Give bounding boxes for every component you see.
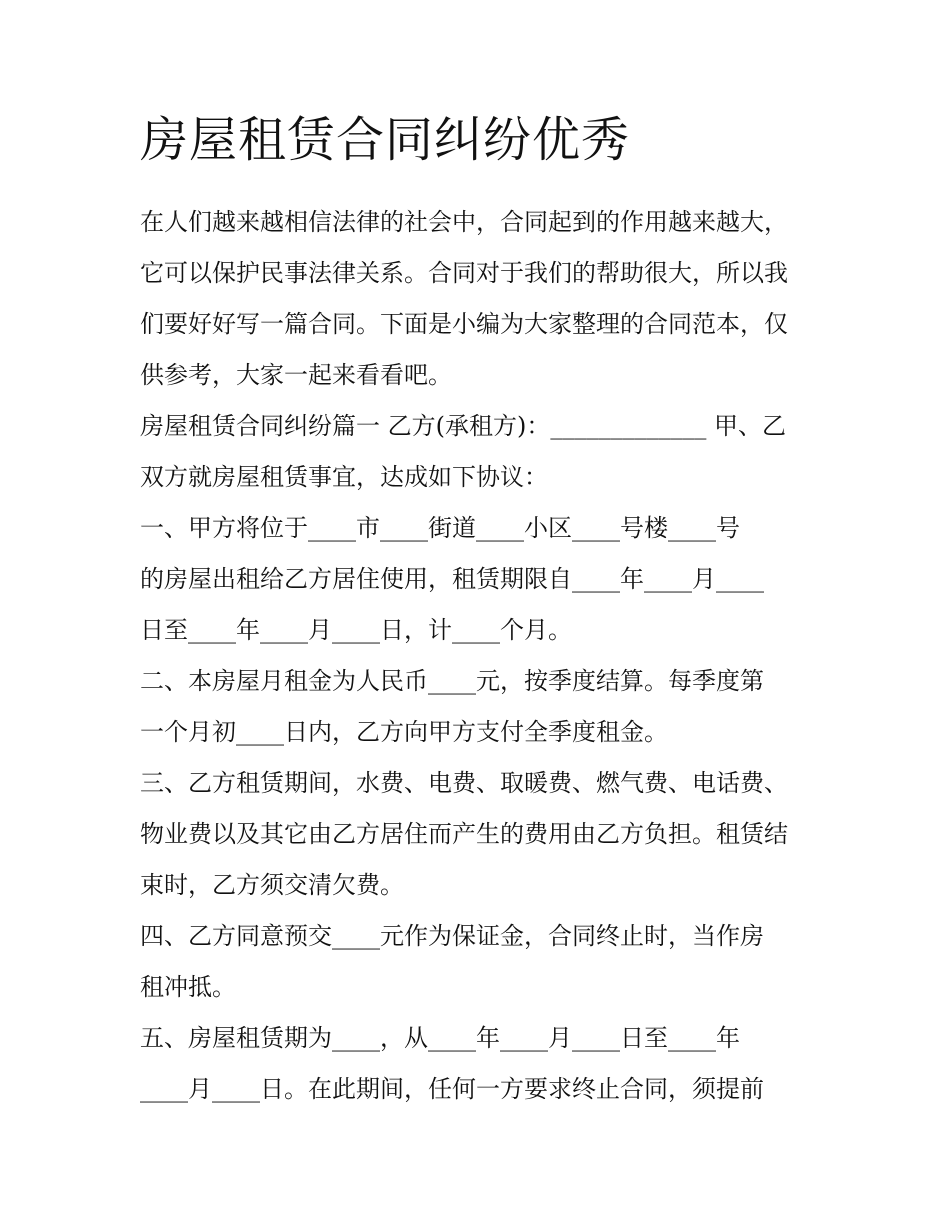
paragraph-line: 们要好好写一篇合同。下面是小编为大家整理的合同范本，仅	[140, 310, 788, 338]
page-title: 房屋租赁合同纠纷优秀	[140, 112, 631, 168]
paragraph-line: 束时，乙方须交清欠费。	[140, 871, 404, 899]
paragraph-line: 供参考，大家一起来看看吧。	[140, 361, 452, 389]
paragraph-line: 二、本房屋月租金为人民币____元，按季度结算。每季度第	[140, 667, 764, 695]
paragraph-line: 的房屋出租给乙方居住使用，租赁期限自____年____月____	[140, 565, 764, 593]
paragraph-line: 四、乙方同意预交____元作为保证金，合同终止时，当作房	[140, 922, 764, 950]
paragraph-line: 双方就房屋租赁事宜，达成如下协议：	[140, 463, 548, 491]
paragraph-line: 日至____年____月____日，计____个月。	[140, 616, 572, 644]
paragraph-line: 一、甲方将位于____市____街道____小区____号楼____号	[140, 514, 740, 542]
paragraph-line: 三、乙方租赁期间，水费、电费、取暖费、燃气费、电话费、	[140, 769, 788, 797]
paragraph-line: 五、房屋租赁期为____，从____年____月____日至____年	[140, 1024, 740, 1052]
paragraph-line: ____月____日。在此期间，任何一方要求终止合同，须提前	[140, 1075, 764, 1103]
paragraph-line: 在人们越来越相信法律的社会中，合同起到的作用越来越大，	[140, 208, 788, 236]
paragraph-line: 它可以保护民事法律关系。合同对于我们的帮助很大，所以我	[140, 259, 788, 287]
paragraph-line: 房屋租赁合同纠纷篇一 乙方(承租方)：_____________ 甲、乙	[140, 412, 786, 440]
paragraph-line: 租冲抵。	[140, 973, 236, 1001]
paragraph-line: 一个月初____日内，乙方向甲方支付全季度租金。	[140, 718, 668, 746]
paragraph-line: 物业费以及其它由乙方居住而产生的费用由乙方负担。租赁结	[140, 820, 788, 848]
document-body	[140, 197, 810, 1115]
